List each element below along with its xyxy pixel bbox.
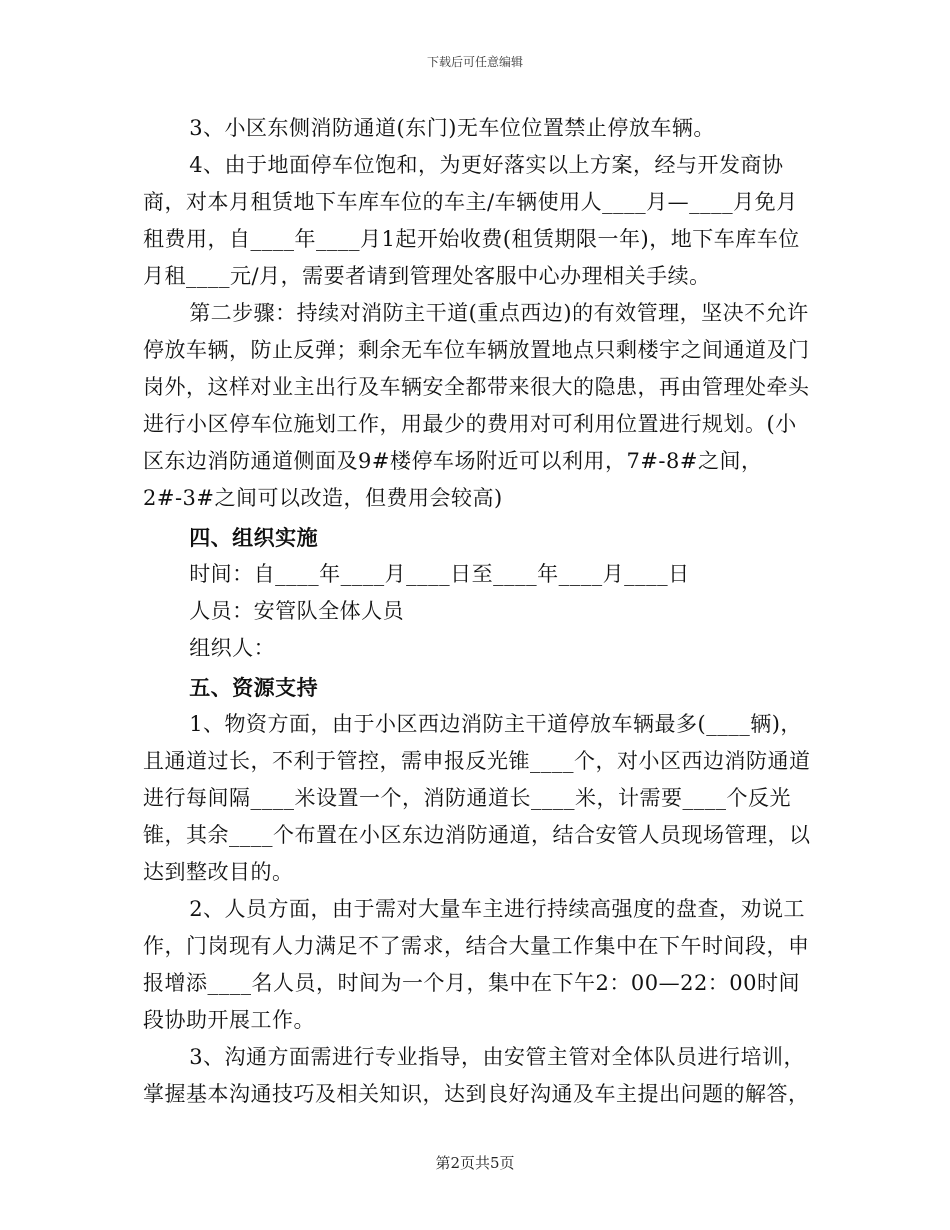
section-heading-4: 四、组织实施: [189, 525, 319, 550]
resource-paragraph-2: 2、人员方面，由于需对大量车主进行持续高强度的盘查，劝说工作，门岗现有人力满足不了需求，结合大量工作集中在下午时间段，申报增添____名人员，时间为一个月，集中在下午2：00—22：00时间段协助开展工作。: [143, 897, 810, 1032]
time-line: 时间：自____年____月____日至____年____月____日: [189, 562, 690, 586]
staff-line: 人员：安管队全体人员: [189, 599, 405, 623]
section-heading-5: 五、资源支持: [189, 675, 319, 700]
paragraph-3: 3、小区东侧消防通道(东门)无车位位置禁止停放车辆。: [189, 116, 715, 140]
paragraph-step-two: 第二步骤：持续对消防主干道(重点西边)的有效管理，坚决不允许停放车辆，防止反弹；剩余无车位车辆放置地点只剩楼宇之间通道及门岗外，这样对业主出行及车辆安全都带来很大的隐患，再由管理处牵头进行小区停车位施划工作，用最少的费用对可利用位置进行规划。(小区东边消防通道侧面及9#楼停车场附近可以利用，7#-8#之间，2#-3#之间可以改造，但费用会较高): [143, 301, 810, 510]
resource-paragraph-1: 1、物资方面，由于小区西边消防主干道停放车辆最多(____辆)，且通道过长，不利于管控，需申报反光锥____个，对小区西边消防通道进行每间隔____米设置一个，消防通道长____米，计需要____个反光锥，其余____个布置在小区东边消防通道，结合安管人员现场管理，以达到整改目的。: [143, 712, 811, 884]
page-header: 下载后可任意编辑: [426, 55, 523, 69]
resource-paragraph-3: 3、沟通方面需进行专业指导，由安管主管对全体队员进行培训，掌握基本沟通技巧及相关知识，达到良好沟通及车主提出问题的解答，: [143, 1045, 810, 1106]
paragraph-4: 4、由于地面停车位饱和，为更好落实以上方案，经与开发商协商，对本月租赁地下车库车位的车主/车辆使用人____月—____月免月租费用，自____年____月1起开始收费(租赁期限一年)，地下车库车位月租____元/月，需要者请到管理处客服中心办理相关手续。: [143, 153, 800, 288]
page-footer: 第2页共5页: [435, 1154, 515, 1172]
organizer-line: 组织人：: [189, 636, 276, 660]
document-body: [143, 110, 813, 1113]
